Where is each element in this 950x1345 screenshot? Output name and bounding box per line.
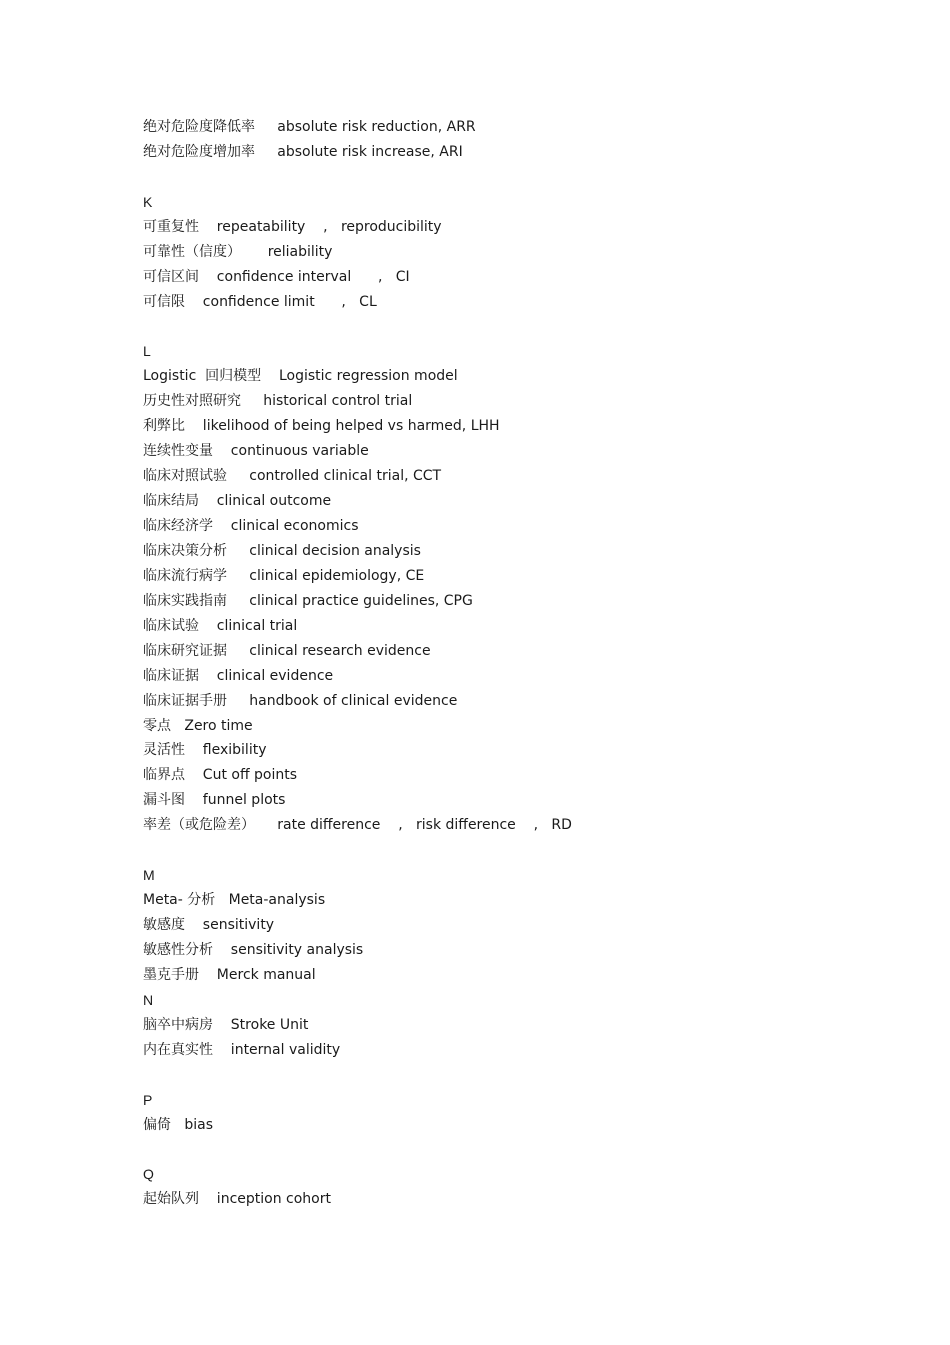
glossary-entry: 零点 Zero time	[143, 717, 253, 734]
glossary-entry: 临床试验 clinical trial	[143, 617, 298, 634]
glossary-entry: 内在真实性 internal validity	[143, 1041, 341, 1058]
section-letter: Q	[143, 1166, 154, 1183]
glossary-entry: 连续性变量 continuous variable	[143, 443, 369, 460]
glossary-entry: 临界点 Cut off points	[143, 767, 298, 784]
glossary-entry: 偏倚 bias	[143, 1116, 213, 1133]
glossary-entry: 可重复性 repeatability , reproducibility	[143, 218, 442, 235]
glossary-entry: 临床证据手册 handbook of clinical evidence	[143, 692, 458, 709]
glossary-entry: 临床对照试验 controlled clinical trial, CCT	[143, 468, 442, 485]
glossary-entry: 脑卒中病房 Stroke Unit	[143, 1016, 309, 1033]
glossary-entry: 敏感性分析 sensitivity analysis	[143, 941, 364, 958]
section-letter: K	[143, 193, 153, 210]
glossary-entry: Meta- 分析 Meta-analysis	[143, 892, 326, 909]
glossary-entry: 灵活性 flexibility	[143, 742, 267, 759]
glossary-entry: Logistic 回归模型 Logistic regression model	[143, 368, 458, 385]
glossary-entry: 临床证据 clinical evidence	[143, 667, 334, 684]
glossary-entry: 绝对危险度增加率 absolute risk increase, ARI	[143, 143, 463, 160]
glossary-entry: 临床流行病学 clinical epidemiology, CE	[143, 567, 425, 584]
glossary-entry: 起始队列 inception cohort	[143, 1191, 331, 1208]
glossary-entry: 墨克手册 Merck manual	[143, 966, 316, 983]
glossary-entry: 可信区间 confidence interval , CI	[143, 268, 410, 285]
glossary-entry: 临床研究证据 clinical research evidence	[143, 642, 431, 659]
glossary-entry: 历史性对照研究 historical control trial	[143, 393, 413, 410]
blank-line	[143, 165, 903, 190]
section-letter: M	[143, 867, 155, 884]
glossary-entry: 临床结局 clinical outcome	[143, 493, 332, 510]
glossary-entry: 利弊比 likelihood of being helped vs harmed, LHH	[143, 418, 500, 435]
glossary-entry: 敏感度 sensitivity	[143, 917, 275, 933]
section-letter: L	[143, 343, 151, 360]
section-letter: N	[143, 991, 154, 1008]
glossary-entry: 临床经济学 clinical economics	[143, 518, 359, 534]
blank-line	[143, 838, 903, 863]
glossary-entry: 漏斗图 funnel plots	[143, 792, 286, 809]
glossary-page	[143, 115, 903, 1212]
glossary-entry: 可靠性（信度） reliability	[143, 243, 333, 260]
glossary-entry: 临床决策分析 clinical decision analysis	[143, 542, 421, 559]
glossary-entry: 绝对危险度降低率 absolute risk reduction, ARR	[143, 119, 476, 135]
blank-line	[143, 1063, 903, 1088]
section-letter: P	[143, 1091, 153, 1108]
blank-line	[143, 315, 903, 340]
glossary-entry: 可信限 confidence limit , CL	[143, 293, 377, 310]
blank-line	[143, 1137, 903, 1162]
glossary-entry: 率差（或危险差） rate difference , risk difference , RD	[143, 817, 572, 834]
glossary-entry: 临床实践指南 clinical practice guidelines, CPG	[143, 592, 473, 609]
